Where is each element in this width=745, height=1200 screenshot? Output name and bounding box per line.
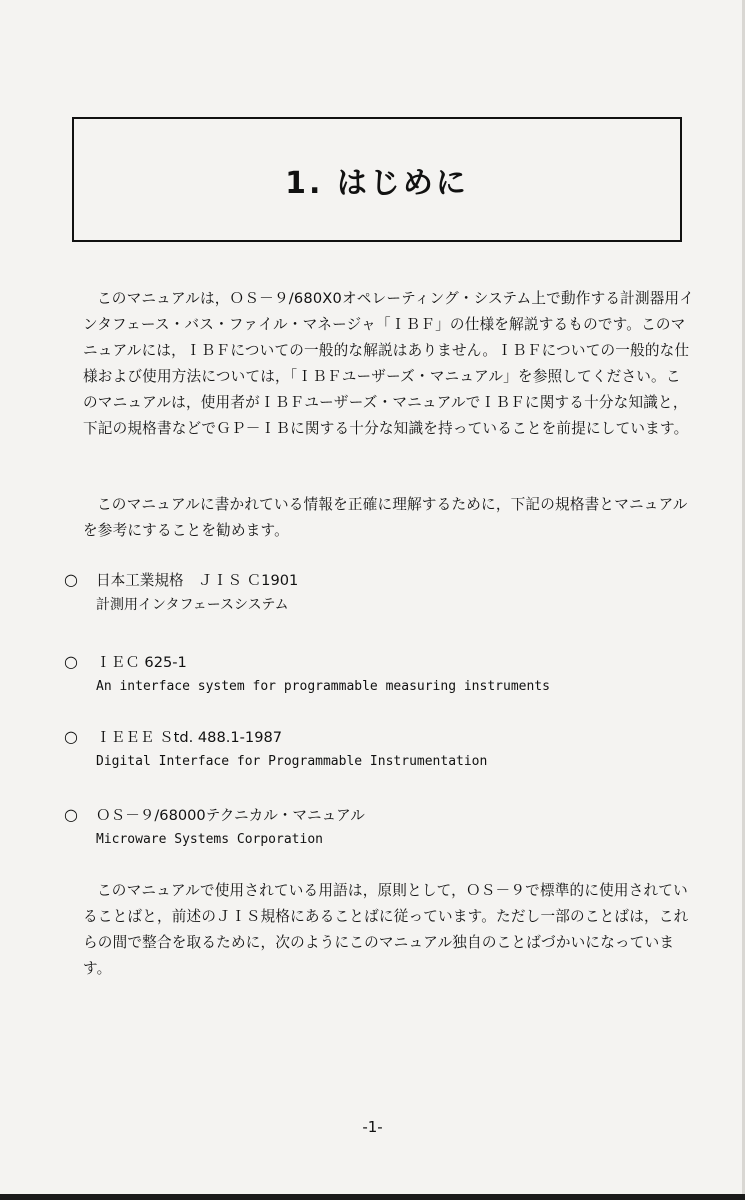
reference-title: ＩＥＥＥ Ｓtd. 488.1-1987 (96, 729, 283, 746)
circle-bullet-icon: ○ (64, 727, 78, 746)
circle-bullet-icon: ○ (64, 652, 78, 671)
circle-bullet-icon: ○ (64, 570, 78, 589)
bottom-edge (0, 1194, 745, 1200)
reference-subtitle: An interface system for programmable measuring instruments (96, 679, 550, 694)
reference-title: 日本工業規格 ＪＩＳ Ｃ1901 (96, 572, 299, 589)
reference-item-iec (64, 650, 684, 699)
terminology-paragraph: このマニュアルで使用されている用語は，原則として，ＯＳ－９で標準的に使用されていることばと，前述のＪＩＳ規格にあることばに従っています。ただし一部のことばは，これらの間で整合を取るために，次のようにこのマニュアル独自のことばづかいになっています。 (83, 882, 689, 977)
reference-item-os9 (64, 803, 684, 852)
reference-subtitle: 計測用インタフェースシステム (96, 597, 289, 613)
reference-item-ieee (64, 725, 684, 774)
reference-title: ＯＳ－９/68000テクニカル・マニュアル (96, 807, 365, 824)
reference-intro-paragraph: このマニュアルに書かれている情報を正確に理解するために，下記の規格書とマニュアルを参考にすることを勧めます。 (83, 496, 688, 539)
page-number: -1- (362, 1118, 383, 1136)
title-box (72, 117, 682, 242)
reference-subtitle: Microware Systems Corporation (96, 832, 323, 847)
page-title: 1. はじめに (285, 165, 469, 201)
circle-bullet-icon: ○ (64, 805, 78, 824)
reference-subtitle: Digital Interface for Programmable Instrumentation (96, 754, 488, 769)
intro-paragraph: このマニュアルは，ＯＳ－９/680X0オペレーティング・システム上で動作する計測器用インタフェース・バス・ファイル・マネージャ「ＩＢＦ」の仕様を解説するものです。このマニュアルには，ＩＢＦについての一般的な解説はありません。ＩＢＦについての一般的な仕様および使用方法については，「ＩＢＦユーザーズ・マニュアル」を参照してください。このマニュアルは，使用者がＩＢＦユーザーズ・マニュアルでＩＢＦに関する十分な知識と，下記の規格書などでＧＰ－ＩＢに関する十分な知識を持っていることを前提にしています。 (83, 290, 695, 437)
reference-item-jis (64, 568, 684, 617)
reference-title: ＩＥＣ 625-1 (96, 654, 187, 671)
